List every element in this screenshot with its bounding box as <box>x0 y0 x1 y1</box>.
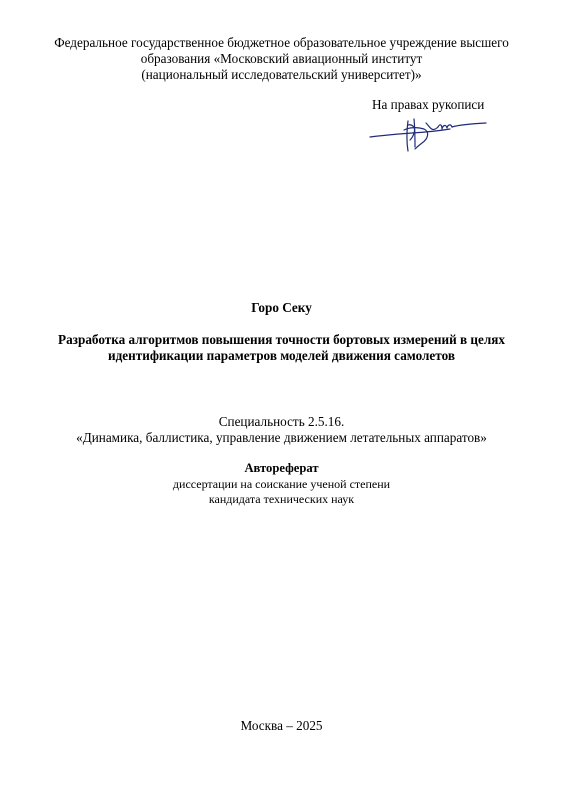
abstract-label: Автореферат <box>244 461 319 475</box>
specialty-name: «Динамика, баллистика, управление движением летательных аппаратов» <box>76 430 487 445</box>
abstract-line-2: кандидата технических наук <box>208 492 355 506</box>
abstract-description <box>0 477 563 507</box>
author-name: Горо Секу <box>251 300 312 315</box>
handwritten-signature <box>368 113 490 155</box>
title-line-1: Разработка алгоритмов повышения точности бортовых измерений в целях <box>58 332 505 347</box>
city-year: Москва – 2025 <box>240 718 323 733</box>
manuscript-rights-label: На правах рукописи <box>372 97 485 112</box>
organization-header <box>0 35 563 83</box>
organization-line-1: Федеральное государственное бюджетное образовательное учреждение высшего <box>54 35 509 50</box>
title-line-2: идентификации параметров моделей движения самолетов <box>108 348 455 363</box>
dissertation-title <box>0 332 563 364</box>
organization-line-3: (национальный исследовательский университет)» <box>141 67 422 82</box>
organization-line-2: образования «Московский авиационный институт <box>140 51 423 66</box>
specialty-block <box>0 414 563 446</box>
specialty-code: Специальность 2.5.16. <box>218 414 345 429</box>
abstract-line-1: диссертации на соискание ученой степени <box>172 477 391 491</box>
